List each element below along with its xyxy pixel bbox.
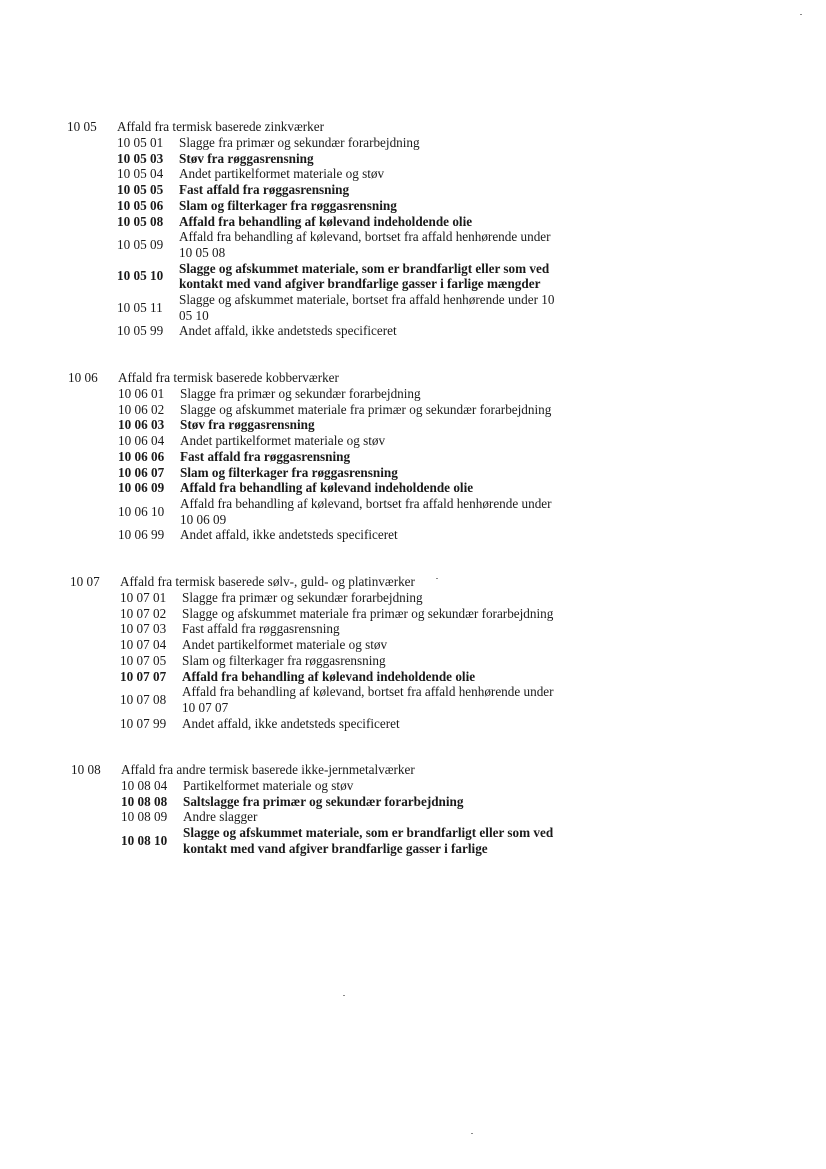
scan-speck: [471, 1133, 473, 1134]
waste-description: Slagge og afskummet materiale, som er brandfarligt eller som ved kontakt med vand afgiver brandfarlige gasser i farlige mængder: [179, 260, 550, 292]
table-row: [118, 465, 628, 481]
scan-speck: [800, 14, 802, 15]
waste-code: 10 07 05: [120, 652, 167, 668]
scan-speck: [436, 578, 438, 579]
table-row: [121, 778, 631, 794]
waste-description: Fast affald fra røggasrensning: [180, 448, 351, 464]
group-rows: [121, 778, 631, 857]
table-row: [118, 386, 628, 402]
group-header: [68, 370, 628, 386]
waste-code: 10 07 07: [120, 668, 167, 684]
group-rows: [118, 386, 628, 543]
waste-description: Andet affald, ikke andetsteds specificeret: [182, 715, 400, 731]
table-row: [120, 669, 630, 685]
waste-description: Slagge fra primær og sekundær forarbejdning: [180, 386, 421, 401]
waste-description: Andre slagger: [183, 809, 258, 825]
waste-code: 10 07 01: [120, 590, 167, 605]
waste-code: 10 06 99: [118, 527, 165, 543]
group-code: 10 06: [68, 370, 98, 385]
waste-code: 10 05 08: [117, 213, 164, 229]
table-row: [120, 590, 630, 606]
waste-description: Støv fra røggasrensning: [180, 417, 315, 433]
waste-description: Slam og filterkager fra røggasrensning: [180, 464, 398, 480]
waste-code: 10 07 08: [120, 692, 167, 708]
waste-description: Slagge og afskummet materiale, som er brandfarligt eller som ved kontakt med vand afgiver brandfarlige gasser i farlige: [183, 825, 554, 856]
table-row: [118, 527, 628, 543]
waste-code: 10 05 10: [117, 268, 164, 284]
table-row: [117, 166, 627, 182]
table-row: [121, 809, 631, 825]
waste-code: 10 06 04: [118, 433, 165, 449]
waste-code: 10 06 07: [118, 464, 165, 480]
waste-code: 10 08 09: [121, 809, 168, 825]
waste-description: Affald fra behandling af kølevand indeholdende olie: [182, 668, 476, 684]
waste-code: 10 06 01: [118, 386, 165, 401]
waste-description: Slagge fra primær og sekundær forarbejdning: [179, 135, 420, 150]
waste-code: 10 06 10: [118, 503, 165, 519]
waste-description: Fast affald fra røggasrensning: [182, 621, 340, 637]
table-row: [120, 684, 630, 715]
group-title: Affald fra termisk baserede kobberværker: [118, 370, 339, 385]
waste-code: 10 05 03: [117, 150, 164, 166]
table-row: [120, 606, 630, 622]
waste-code: 10 06 09: [118, 480, 165, 496]
table-row: [118, 402, 628, 418]
waste-description: Slam og filterkager fra røggasrensning: [179, 197, 397, 213]
waste-code: 10 05 11: [117, 299, 163, 315]
group-header: [67, 119, 627, 135]
table-row: [118, 433, 628, 449]
waste-group-10-06: [68, 370, 628, 543]
waste-description: Andet partikelformet materiale og støv: [179, 166, 385, 182]
group-title: Affald fra andre termisk baserede ikke-jernmetalværker: [121, 762, 415, 777]
table-row: [118, 449, 628, 465]
table-row: [117, 229, 627, 260]
table-row: [121, 825, 631, 856]
table-row: [118, 417, 628, 433]
waste-code: 10 06 06: [118, 448, 165, 464]
table-row: [117, 151, 627, 167]
waste-code: 10 05 05: [117, 182, 164, 198]
waste-code: 10 08 08: [121, 793, 168, 809]
waste-description: Affald fra behandling af kølevand indeholdende olie: [180, 480, 474, 496]
waste-group-10-07: [70, 574, 630, 731]
waste-description: Affald fra behandling af kølevand, bortset fra affald henhørende under 10 06 09: [180, 495, 552, 527]
group-title: Affald fra termisk baserede sølv-, guld- og platinværker: [120, 574, 415, 589]
group-code: 10 07: [70, 574, 100, 589]
group-title: Affald fra termisk baserede zinkværker: [117, 119, 325, 134]
waste-description: Slagge og afskummet materiale fra primær og sekundær forarbejdning: [180, 401, 552, 417]
waste-group-10-08: [71, 762, 631, 857]
waste-description: Partikelformet materiale og støv: [183, 778, 354, 793]
waste-code: 10 07 04: [120, 637, 167, 653]
waste-code: 10 05 04: [117, 166, 164, 182]
waste-description: Affald fra behandling af kølevand, bortset fra affald henhørende under 10 05 08: [179, 229, 551, 260]
table-row: [117, 182, 627, 198]
waste-description: Slagge og afskummet materiale, bortset fra affald henhørende under 10 05 10: [179, 292, 555, 323]
waste-code: 10 07 03: [120, 621, 167, 637]
table-row: [120, 653, 630, 669]
waste-description: Andet partikelformet materiale og støv: [182, 637, 388, 653]
table-row: [120, 637, 630, 653]
waste-code: 10 05 99: [117, 323, 164, 339]
table-row: [117, 323, 627, 339]
table-row: [120, 621, 630, 637]
waste-description: Fast affald fra røggasrensning: [179, 182, 350, 198]
waste-code: 10 06 03: [118, 417, 165, 433]
waste-group-10-05: [67, 119, 627, 339]
waste-description: Slagge og afskummet materiale fra primær og sekundær forarbejdning: [182, 605, 554, 621]
group-header: [70, 574, 630, 590]
group-rows: [117, 135, 627, 339]
waste-code: 10 07 99: [120, 715, 167, 731]
waste-code: 10 05 09: [117, 237, 164, 253]
waste-description: Andet partikelformet materiale og støv: [180, 433, 386, 449]
group-code: 10 08: [71, 762, 101, 777]
table-row: [117, 135, 627, 151]
waste-code: 10 08 04: [121, 778, 168, 793]
waste-description: Andet affald, ikke andetsteds specificeret: [180, 527, 398, 543]
group-header: [71, 762, 631, 778]
table-row: [117, 261, 627, 292]
table-row: [117, 292, 627, 323]
waste-description: Affald fra behandling af kølevand indeholdende olie: [179, 213, 473, 229]
group-rows: [120, 590, 630, 731]
waste-description: Andet affald, ikke andetsteds specificeret: [179, 323, 397, 339]
table-row: [118, 496, 628, 527]
table-row: [120, 716, 630, 732]
waste-description: Slagge fra primær og sekundær forarbejdning: [182, 590, 423, 605]
waste-description: Affald fra behandling af kølevand, bortset fra affald henhørende under 10 07 07: [182, 684, 554, 715]
waste-code: 10 05 01: [117, 135, 164, 150]
waste-code: 10 05 06: [117, 197, 164, 213]
group-code: 10 05: [67, 119, 97, 134]
scan-speck: [343, 995, 345, 996]
waste-description: Slam og filterkager fra røggasrensning: [182, 652, 386, 668]
table-row: [117, 214, 627, 230]
waste-description: Støv fra røggasrensning: [179, 150, 314, 166]
table-row: [118, 480, 628, 496]
table-row: [121, 794, 631, 810]
waste-code: 10 08 10: [121, 832, 168, 848]
waste-code: 10 06 02: [118, 401, 165, 417]
waste-description: Saltslagge fra primær og sekundær forarbejdning: [183, 793, 464, 809]
table-row: [117, 198, 627, 214]
waste-code: 10 07 02: [120, 605, 167, 621]
